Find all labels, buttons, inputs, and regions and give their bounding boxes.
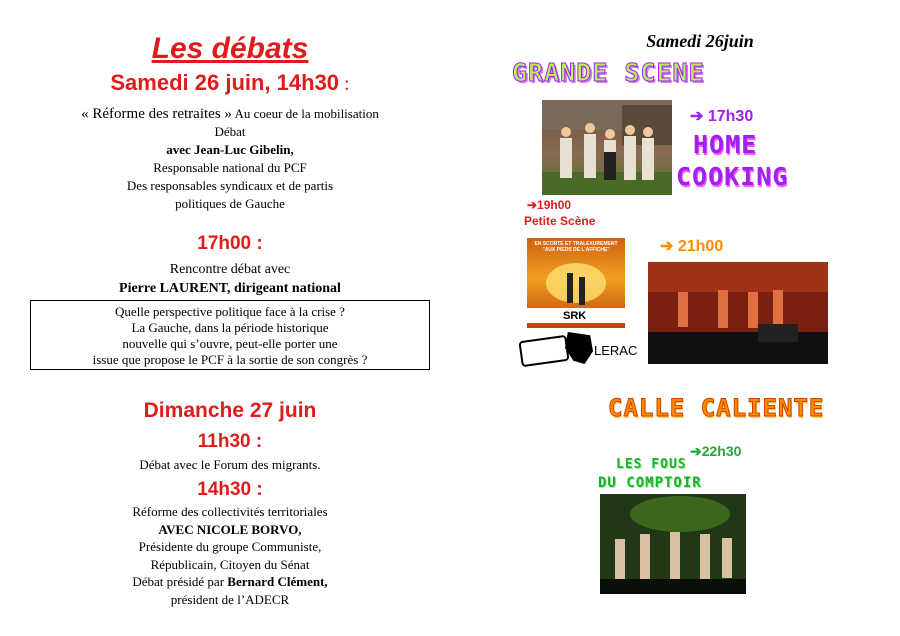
question-line: nouvelle qui s’ouvre, peut-elle porter une bbox=[122, 336, 338, 351]
concert-photo bbox=[648, 262, 828, 364]
cooking-text: COOKING bbox=[676, 162, 789, 191]
preside-label: Débat présidé par bbox=[132, 574, 228, 589]
question-line: issue que propose le PCF à la sortie de son congrès ? bbox=[92, 352, 368, 367]
borvo-role: Présidente du groupe Communiste, bbox=[138, 539, 322, 554]
petite-scene-label: Petite Scène bbox=[524, 214, 596, 228]
les-fous-photo bbox=[600, 494, 746, 594]
stage-graphic bbox=[600, 494, 746, 594]
speaker-clement: Bernard Clément, bbox=[227, 574, 328, 589]
concert-graphic bbox=[648, 262, 828, 364]
question-box bbox=[30, 300, 430, 370]
grande-scene-title: GRANDE SCENE bbox=[512, 58, 705, 87]
home-cooking-photo bbox=[542, 100, 672, 195]
page-title: Les débats bbox=[151, 32, 309, 65]
question-line: Quelle perspective politique face à la crise ? bbox=[115, 304, 345, 319]
time-11h: 11h30 : bbox=[197, 431, 263, 452]
retraites-rest: Au coeur de la mobilisation bbox=[231, 106, 379, 121]
arrow-19h: ➔19h00 bbox=[527, 198, 572, 212]
rencontre-block bbox=[30, 260, 430, 298]
saturday-heading-row bbox=[30, 68, 430, 101]
lerac-logo: LERAC bbox=[594, 343, 638, 358]
borvo-role-2: Républicain, Citoyen du Sénat bbox=[150, 556, 310, 572]
poster-text-2: "AUX PIEDS DE L'AFFICHE" bbox=[542, 247, 610, 253]
les-fous-text: LES FOUS bbox=[616, 457, 687, 472]
retraites-line bbox=[30, 105, 430, 123]
speaker-laurent: Pierre LAURENT, dirigeant national bbox=[119, 281, 341, 296]
responsables-line: Des responsables syndicaux et de partis bbox=[126, 178, 334, 193]
home-text: HOME bbox=[693, 130, 758, 159]
arrow-21h: ➔ 21h00 bbox=[660, 238, 724, 255]
time-17h: 17h00 : bbox=[197, 233, 263, 254]
saturday-heading: Samedi 26 juin, 14h30 bbox=[110, 70, 340, 95]
saturday-details bbox=[30, 105, 430, 213]
left-column bbox=[30, 30, 430, 68]
rencontre-line: Rencontre débat avec bbox=[169, 262, 291, 277]
saturday-colon: : bbox=[339, 73, 350, 95]
gibelin-role: Responsable national du PCF bbox=[153, 160, 307, 175]
arrow-2230: ➔22h30 bbox=[690, 443, 742, 459]
clement-role: président de l’ADECR bbox=[170, 591, 290, 607]
calle-caliente-title: CALLE CALIENTE bbox=[608, 394, 825, 422]
srk-logo: SRK bbox=[560, 310, 589, 322]
poster-text-1: EN SCORTE ET TRALEXUREMENT bbox=[534, 241, 618, 247]
band-photo-graphic bbox=[542, 100, 672, 195]
speaker-gibelin: avec Jean-Luc Gibelin, bbox=[166, 142, 294, 157]
right-date: Samedi 26juin bbox=[646, 31, 754, 51]
du-comptoir-text: DU COMPTOIR bbox=[598, 475, 702, 491]
politiques-line: politiques de Gauche bbox=[175, 196, 285, 211]
forum-line: Débat avec le Forum des migrants. bbox=[139, 457, 321, 472]
speaker-borvo: AVEC NICOLE BORVO, bbox=[158, 521, 302, 537]
sunday-details bbox=[30, 503, 430, 608]
retraites-quote: « Réforme des retraites » bbox=[81, 106, 232, 122]
reforme-line: Réforme des collectivités territoriales bbox=[132, 504, 328, 519]
sunday-heading: Dimanche 27 juin bbox=[143, 399, 317, 422]
question-line: La Gauche, dans la période historique bbox=[131, 320, 329, 335]
splash-logo-icon bbox=[565, 332, 593, 364]
time-14h: 14h30 : bbox=[197, 479, 263, 500]
arrow-1730: ➔ 17h30 bbox=[690, 108, 754, 125]
preside-line bbox=[30, 573, 430, 591]
scribble-logo-icon bbox=[518, 335, 569, 367]
debat-label: Débat bbox=[214, 124, 246, 139]
